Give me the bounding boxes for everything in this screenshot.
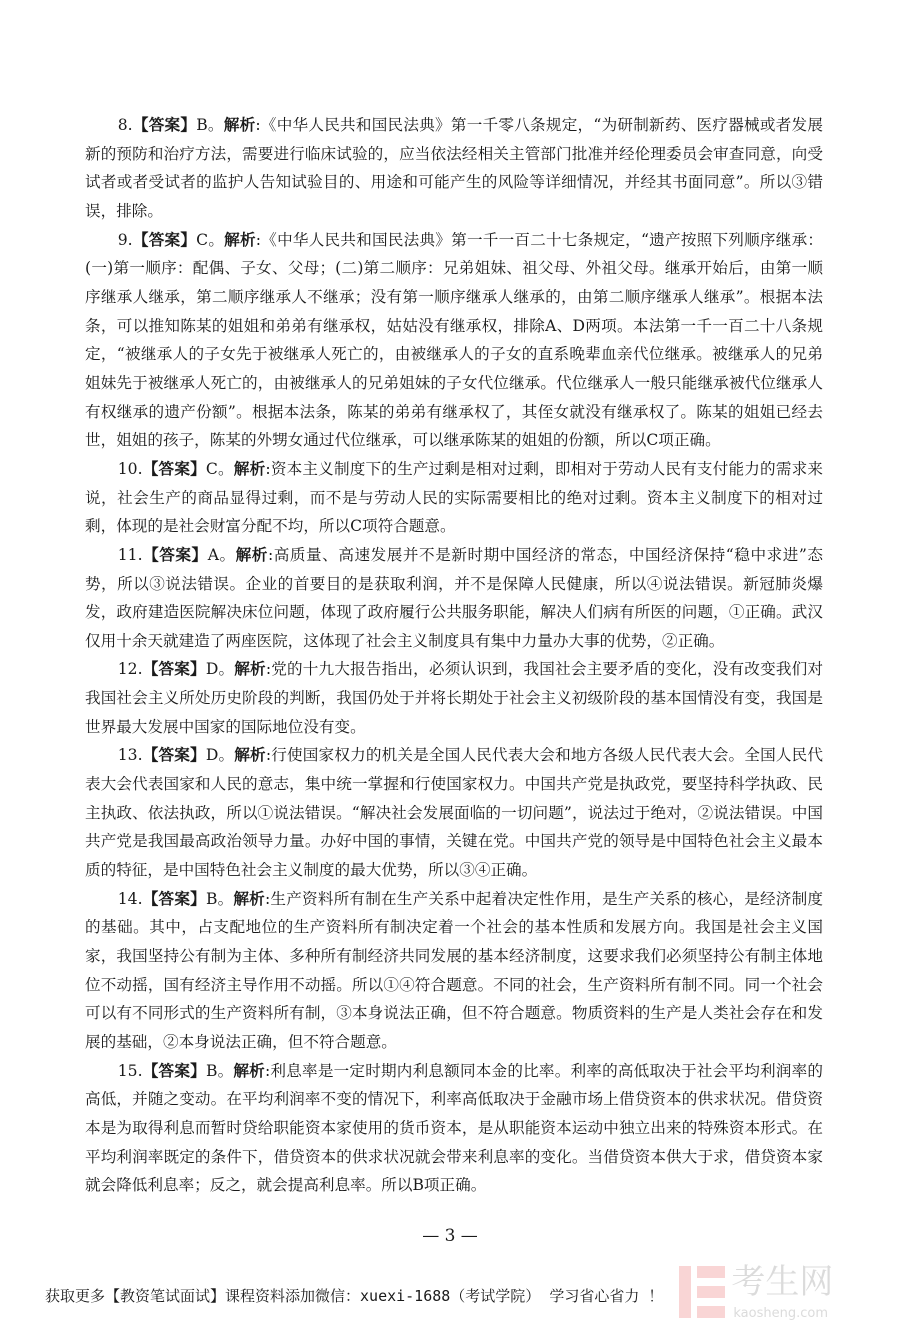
page-number: — 3 — xyxy=(422,1225,478,1246)
analysis-label: 解析 xyxy=(233,1060,265,1080)
analysis-label: 解析 xyxy=(224,229,256,249)
analysis-text: :生产资料所有制在生产关系中起着决定性作用，是生产关系的核心，是经济制度的基础。其中，占支配地位的生产资料所有制决定着一个社会的基本性质和发展方向。我国是社会主义国家，我国坚持公有制为主体、多种所有制经济共同发展的基本经济制度，这要求我们必须坚持公有制主体地位不动摇，国有经济主导作用不动摇。所以①④符合题意。不同的社会，生产资料所有制不同。同一个社会可以有不同形式的生产资料所有制，③本身说法正确，但不符合题意。物质资料的生产是人类社会存在和发展的基础，②本身说法正确，但不符合题意。 xyxy=(85,889,823,1051)
answer-letter: B。 xyxy=(196,116,224,134)
analysis-label: 解析 xyxy=(223,115,256,134)
analysis-text: :党的十九大报告指出，必须认识到，我国社会主要矛盾的变化，没有改变我们对我国社会主义所处历史阶段的判断，我国仍处于并将长期处于社会主义初级阶段的基本国情没有变，我国是世界最大发展中国家的国际地位没有变。 xyxy=(85,660,823,736)
question-number: 12. xyxy=(117,660,143,679)
answer-letter: B。 xyxy=(205,889,234,908)
analysis-text: :高质量、高速发展并不是新时期中国经济的常态，中国经济保持“稳中求进”态势，所以③说法错误。企业的首要目的是获取利润，并不是保障人民健康，所以④说法错误。新冠肺炎爆发，政府建造医院解决床位问题，体现了政府履行公共服务职能，解决人们病有所医的问题，①正确。武汉仅用十余天就建造了两座医院，这体现了社会主义制度具有集中力量办大事的优势，②正确。 xyxy=(85,545,823,650)
answer-label: 【答案】 xyxy=(132,229,197,249)
answer-item xyxy=(85,455,823,541)
answer-explanations xyxy=(85,0,823,1200)
answer-letter: C。 xyxy=(205,459,234,478)
answer-label: 【答案】 xyxy=(142,659,206,679)
analysis-label: 解析 xyxy=(234,659,266,679)
footer-ad-text: 获取更多【教资笔试面试】课程资料添加微信：xuexi-1688（考试学院） 学习省心省力 ！ xyxy=(45,1286,664,1305)
answer-item xyxy=(85,655,823,741)
answer-letter: C。 xyxy=(196,230,225,249)
question-number: 11. xyxy=(117,545,143,564)
question-number: 8. xyxy=(117,116,133,134)
footer-row xyxy=(45,1261,890,1326)
question-number: 14. xyxy=(117,889,143,908)
answer-label: 【答案】 xyxy=(142,888,206,908)
question-number: 15. xyxy=(117,1061,143,1080)
answer-letter: D。 xyxy=(205,660,235,679)
answer-item xyxy=(85,1057,823,1200)
answer-label: 【答案】 xyxy=(132,115,197,134)
answer-label: 【答案】 xyxy=(142,458,206,478)
watermark-en: kaosheng.com xyxy=(733,1305,828,1321)
answer-item xyxy=(85,111,823,226)
kaosheng-logo-icon xyxy=(679,1266,725,1318)
answer-item xyxy=(85,226,823,455)
answer-item xyxy=(85,741,823,884)
watermark-logo xyxy=(679,1261,859,1326)
question-number: 9. xyxy=(117,230,133,249)
answer-item xyxy=(85,541,823,656)
question-number: 13. xyxy=(117,746,143,765)
answer-letter: A。 xyxy=(207,545,236,564)
analysis-label: 解析 xyxy=(233,888,265,908)
analysis-text: :行使国家权力的机关是全国人民代表大会和地方各级人民代表大会。全国人民代表大会代表国家和人民的意志，集中统一掌握和行使国家权力。中国共产党是执政党，要坚持科学执政、民主执政、依法执政，所以①说法错误。“解决社会发展面临的一切问题”，说法过于绝对，②说法错误。中国共产党是我国最高政治领导力量。办好中国的事情，关键在党。中国共产党的领导是中国特色社会主义最本质的特征，是中国特色社会主义制度的最大优势，所以③④正确。 xyxy=(85,746,823,880)
answer-letter: D。 xyxy=(205,746,235,765)
answer-label: 【答案】 xyxy=(142,1060,206,1080)
analysis-text: :资本主义制度下的生产过剩是相对过剩，即相对于劳动人民有支付能力的需求来说，社会生产的商品显得过剩，而不是与劳动人民的实际需要相比的绝对过剩。资本主义制度下的相对过剩，体现的是社会财富分配不均，所以C项符合题意。 xyxy=(85,459,823,536)
analysis-label: 解析 xyxy=(233,458,266,478)
analysis-text: :《中华人民共和国民法典》第一千零八条规定，“为研制新药、医疗器械或者发展新的预防和治疗方法，需要进行临床试验的，应当依法经相关主管部门批准并经伦理委员会审查同意，向受试者或者受试者的监护人告知试验目的、用途和可能产生的风险等详细情况，并经其书面同意”。所以③错误，排除。 xyxy=(85,116,823,220)
answer-label: 【答案】 xyxy=(142,745,206,765)
analysis-text: :《中华人民共和国民法典》第一千一百二十七条规定，“遗产按照下列顺序继承：(一)第一顺序：配偶、子女、父母；(二)第二顺序：兄弟姐妹、祖父母、外祖父母。继承开始后，由第一顺序继承人继承，第二顺序继承人不继承；没有第一顺序继承人继承的，由第二顺序继承人继承”。根据本法条，可以推知陈某的姐姐和弟弟有继承权，姑姑没有继承权，排除A、D两项。本法第一千一百二十八条规定，“被继承人的子女先于被继承人死亡的，由被继承人的子女的直系晚辈血亲代位继承。被继承人的兄弟姐妹先于被继承人死亡的，由被继承人的兄弟姐妹的子女代位继承。代位继承人一般只能继承被代位继承人有权继承的遗产份额”。根据本法条，陈某的弟弟有继承权了，其侄女就没有继承权了。陈某的姐姐已经去世，姐姐的孩子，陈某的外甥女通过代位继承，可以继承陈某的姐姐的份额，所以C项正确。 xyxy=(85,230,823,450)
analysis-label: 解析 xyxy=(235,544,268,564)
watermark-cn: 考生网 xyxy=(731,1261,834,1302)
analysis-text: :利息率是一定时期内利息额同本金的比率。利率的高低取决于社会平均利润率的高低，并随之变动。在平均利润率不变的情况下，利率高低取决于金融市场上借贷资本的供求状况。借贷资本是为取得利息而暂时贷给职能资本家使用的货币资本，是从职能资本运动中独立出来的特殊资本形式。在平均利润率既定的条件下，借贷资本的供求状况就会带来利息率的变化。当借贷资本供大于求，借贷资本家就会降低利息率；反之，就会提高利息率。所以B项正确。 xyxy=(85,1061,823,1195)
analysis-label: 解析 xyxy=(234,745,266,765)
answer-item xyxy=(85,885,823,1057)
answer-letter: B。 xyxy=(205,1061,234,1080)
answer-label: 【答案】 xyxy=(142,544,208,564)
question-number: 10. xyxy=(117,459,143,478)
